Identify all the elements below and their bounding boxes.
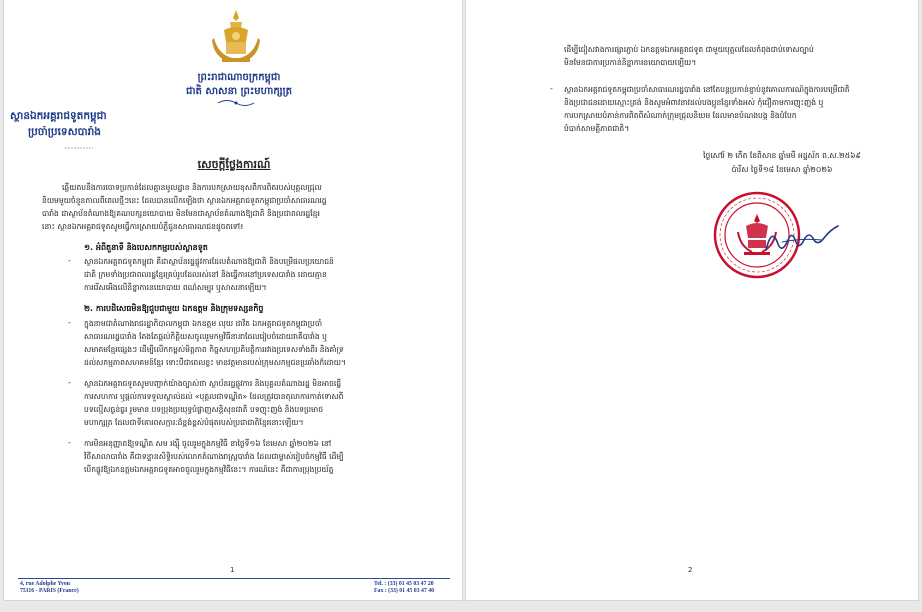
section2-line: ការមិនអនុញ្ញាតឱ្យទណ្ឌិត សម រង្ស៊ី ចូលរួមក្នុងកម្មវិធី នាថ្ងៃទី១៦ ខែមេសា ឆ្នាំ២០២៦ នៅ	[84, 439, 332, 448]
document-page-2	[466, 0, 918, 600]
footer-address-city: 75116 - PARIS (France)	[20, 588, 79, 594]
closing-line: ការបកស្រាយបំភាន់ការពិតពីសំណាក់ក្រុមជ្រុលនិយម ដែលមានបំណងបង្ក និងបំបែក	[564, 111, 797, 120]
intro-line: និយមមួយចំនួនកាលពីពេលថ្មីៗនេះ ដែលបានលើកឡើងថា ស្ថានឯកអគ្គរាជទូតកម្ពុជាប្រចាំសាធារណរដ្ឋ	[42, 196, 327, 205]
paris-date: ប៉ារីស ថ្ងៃទី១៨ ខែមេសា ឆ្នាំ២០២៦	[731, 165, 833, 174]
nation-motto: ជាតិ សាសនា ព្រះមហាក្សត្រ	[186, 86, 292, 97]
section2-line: បើកផ្លូវឱ្យឯកឧត្តមឯកអគ្គរាជទូតអាចចូលរួមក្នុងកម្មវិធីនេះ។ ការណ៍នេះ គឺជាការប្រុងប្រយ័ត្ន	[84, 465, 334, 474]
signature-mark-icon	[762, 220, 842, 260]
bullet-dash: -	[68, 256, 71, 265]
kingdom-heading: ព្រះរាជាណាចក្រកម្ពុជា	[197, 72, 281, 83]
bullet-dash: -	[550, 84, 553, 93]
section1-line: ការរើសអើងលើនិន្នាការនយោបាយ ពណ៌សម្បុរ ឬសាសនាឡើយ។	[84, 283, 267, 292]
page-number: 2	[688, 566, 693, 574]
section1-line: ជាតិ ក្រមទាំងប្រជាពលរដ្ឋខ្មែរគ្រប់រូបដែលរស់នៅ និងធ្វើការនៅប្រទេសបារាំង ដោយគ្មាន	[84, 270, 327, 279]
embassy-name: ស្ថានឯកអគ្គរាជទូតកម្ពុជា	[10, 110, 107, 122]
small-ornament-icon	[64, 145, 94, 151]
intro-line: នោះ ស្ថានឯកអគ្គរាជទូតសូមធ្វើការស្រាយបំភ្លឺជូនសាធារណជនដូចតទៅ៖	[42, 222, 244, 231]
footer-rule	[18, 578, 450, 579]
section1-line: ស្ថានឯកអគ្គរាជទូតកម្ពុជា គឺជាស្ថាប័នរដ្ឋផ្លូវការដែលតំណាងឱ្យជាតិ និងបម្រើផលប្រយោជន៍	[84, 257, 334, 266]
footer-address-street: 4, rue Adolphe Yvon	[20, 581, 71, 587]
closing-line: និងប្រជាជនដោយស្មោះត្រង់ និងសូមអំពាវនាវដល់បងប្អូនខ្មែរទាំងអស់ កុំជឿតាមការញុះញង់ ឬ	[564, 98, 824, 107]
section2-line: មហាក្សត្រ ដែលជាទីគោរពសក្ការៈដ៏ខ្ពង់ខ្ពស់បំផុតរបស់ប្រជាជាតិខ្មែរនោះឡើយ។	[84, 418, 304, 427]
section-heading-1: ១. អំពីតួនាទី និងបេសកកម្មរបស់ស្ថានទូត	[84, 243, 208, 252]
bullet-dash: -	[68, 318, 71, 327]
intro-line: ឆ្លើយតបនឹងការចោទប្រកាន់ដែលគ្មានមូលដ្ឋាន និងការបកស្រាយខុសពីការពិតរបស់បុគ្គលជ្រុល	[62, 183, 322, 192]
document-page-1	[4, 0, 462, 600]
bullet-dash: -	[68, 438, 71, 447]
document-title: សេចក្តីថ្លែងការណ៍	[197, 158, 271, 171]
footer-fax: Fax : (33) 01 45 03 47 40	[374, 588, 435, 594]
section2-line: ក្នុងនាមជាតំណាងរាជរដ្ឋាភិបាលកម្ពុជា ឯកឧត្តម លុយ ដាវិត ឯកអគ្គរាជទូតកម្ពុជាប្រចាំ	[84, 319, 323, 328]
closing-line: ស្ថានឯកអគ្គរាជទូតកម្ពុជាប្រចាំសាធារណរដ្ឋបារាំង នៅតែបន្តប្រកាន់ខ្ជាប់នូវគោលការណ៍ក្នុងការបម្រើជាតិ	[564, 85, 850, 94]
intro-line: បារាំង ជាស្ថាប័នតំណាងឱ្យគណបក្សនយោបាយ មិនមែនជាស្ថាប័នតំណាងឱ្យជាតិ និងប្រជាពលរដ្ឋខ្មែរ	[42, 209, 320, 218]
section2-line: ដល់សកម្មភាពសហគមន៍ខ្មែរ ទោះបីជាពេលខ្លះ មានវត្តមានរបស់ក្រុមសកម្មជនប្រឆាំងក៏ដោយ។	[84, 358, 347, 367]
section2-line: បទល្មើសធ្ងន់ធ្ងរ រួមមាន បទប្រុងប្រយុទ្ធបំផ្លាញសន្តិសុខជាតិ បទញុះញង់ និងបទប្រមាថ	[84, 405, 324, 414]
section2-line: សមាគមខ្មែរផ្សេងៗ ដើម្បីលើកកម្ពស់មិត្តភាព កិច្ចសហប្រតិបត្តិការរវាងប្រទេសទាំងពីរ និងគាំទ្រ	[84, 345, 344, 354]
section2-line: សាធារណរដ្ឋបារាំង តែងតែផ្តល់កិត្តិយសចូលរួមកម្មវិធីនានាដែលរៀបចំដោយរាគីបារាំង ឬ	[84, 332, 327, 341]
bullet-dash: -	[68, 378, 71, 387]
section2-line: ការសហការ ឬផ្តល់ការទទួលស្គាល់ដល់ «បុគ្គលជាទណ្ឌិត» ដែលត្រូវបានតុលាការកាត់ទោសពី	[84, 392, 344, 401]
section2-line: ស្ថានឯកអគ្គរាជទូតសូមបញ្ជាក់យ៉ាងច្បាស់ថា ស្ថាប័នរដ្ឋផ្លូវការ និងបុគ្គលតំណាងរដ្ឋ មិនអាចធ្វើ	[84, 379, 342, 388]
page-number: 1	[230, 566, 235, 574]
section2-line: វិថីសាលាបារាំង គឺជាទន្ទានសិទ្ធិរបស់លោកតំណាងរាស្ត្របារាំង ដែលជាម្ចាស់រៀបចំកម្មវិធី ដើម្បី	[84, 452, 344, 461]
continuation-line: ដើម្បីជៀសវាងការផ្សារភ្ជាប់ ឯកឧត្តមឯកអគ្គរាជទូត ជាមួយបុគ្គលដែលកំពុងជាប់ទោសច្បាប់	[564, 45, 814, 54]
embassy-location: ប្រចាំប្រទេសបារាំង	[28, 126, 101, 138]
continuation-line: មិនមែនជាការប្រកាន់និន្នាការនយោបាយឡើយ។	[564, 58, 697, 67]
ornament-divider-icon	[216, 99, 256, 107]
lunar-date: ថ្ងៃសៅរ៍ ២ កើត ខែពិសាខ ឆ្នាំមមី អដ្ឋស័ក ព.ស.២៥៦៩	[703, 151, 861, 160]
royal-crest-icon	[210, 8, 262, 66]
closing-line: បំបាក់សាមគ្គីភាពជាតិ។	[564, 124, 630, 133]
footer-tel: Tel. : (33) 01 45 03 47 20	[374, 581, 434, 587]
section-heading-2: ២. ការបដិសេធមិនឱ្យជួបជាមួយ ឯកឧត្តម និងក្រុមទស្សនកិច្ច	[84, 304, 264, 313]
